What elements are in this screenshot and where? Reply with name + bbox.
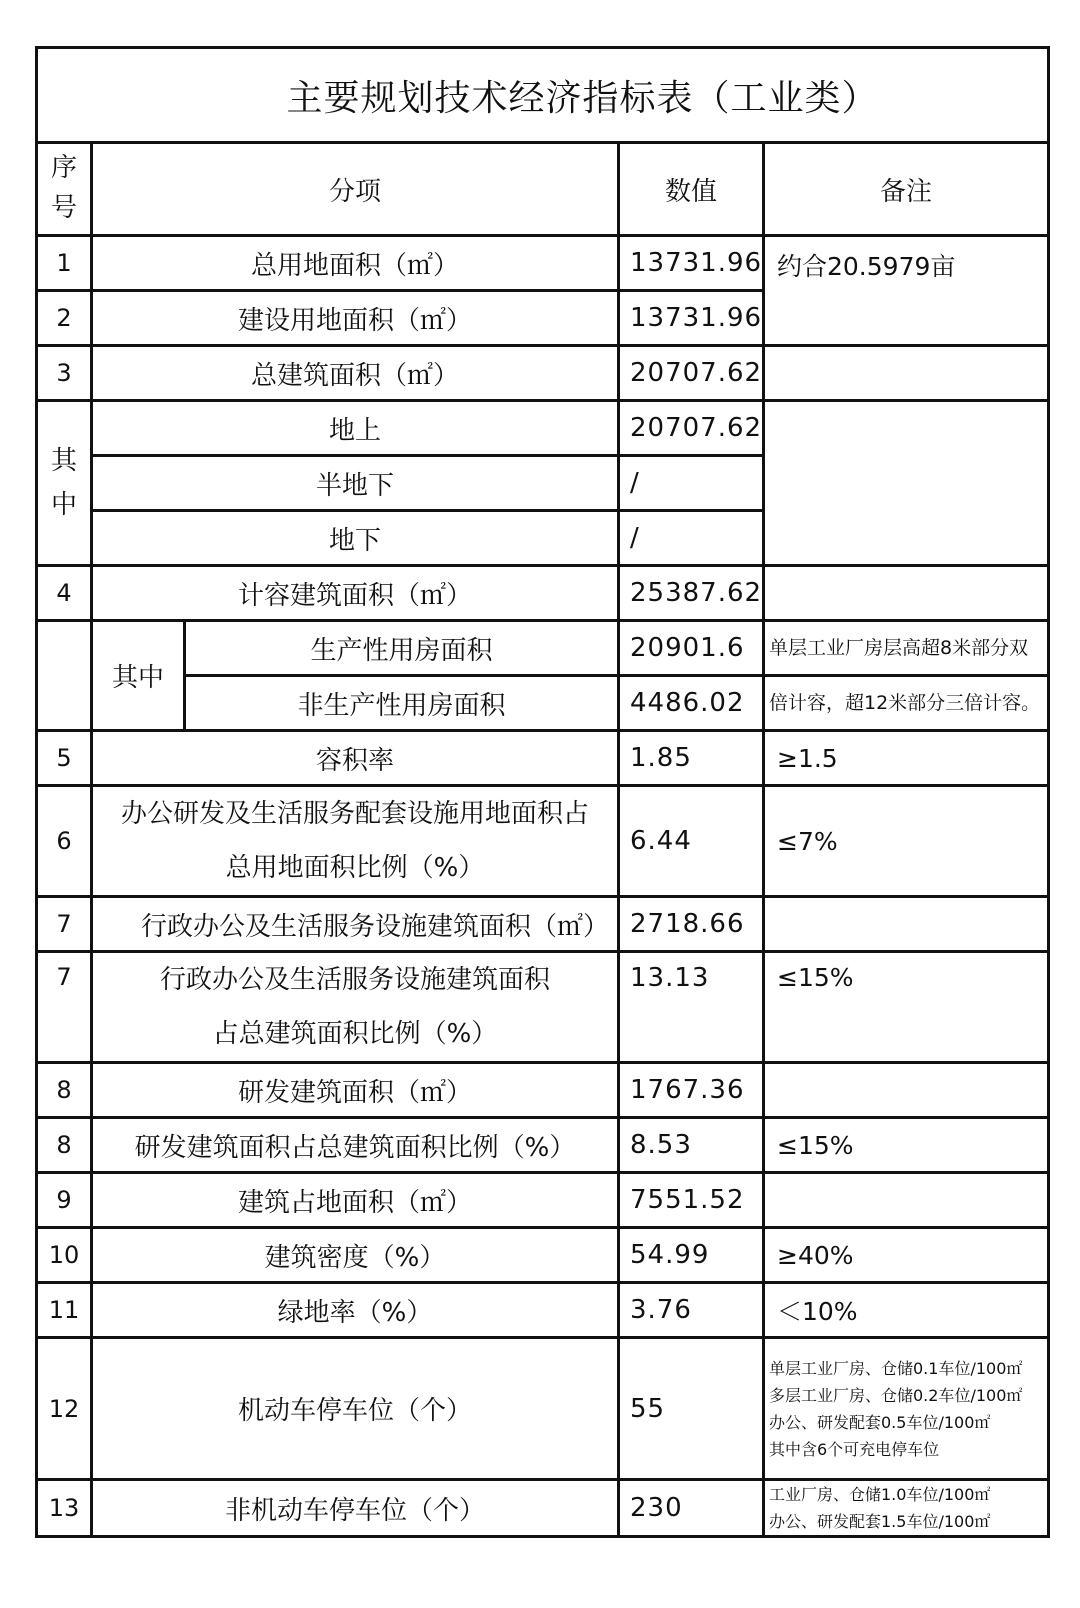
row-item: 建筑占地面积（㎡） [92, 1173, 619, 1228]
row-value: / [619, 456, 764, 511]
row-seq: 2 [37, 291, 92, 346]
qizhong-label: 其中 [92, 621, 185, 731]
row-value: 13731.96 [619, 291, 764, 346]
row-note-empty [764, 897, 1049, 952]
row-note: 约合20.5979亩 [764, 236, 1049, 346]
row-value: 8.53 [619, 1118, 764, 1173]
row-item: 研发建筑面积（㎡） [92, 1063, 619, 1118]
row-value: 20707.62 [619, 401, 764, 456]
row-seq: 8 [37, 1118, 92, 1173]
table-title-text: 主要规划技术经济指标表（工业类） [286, 77, 879, 119]
table-row [37, 952, 1049, 1063]
row-seq: 1 [37, 236, 92, 291]
row-note-line: 办公、研发配套0.5车位/100㎡ [769, 1412, 991, 1432]
table-row [37, 1118, 1049, 1173]
table-row [37, 566, 1049, 621]
table-row [37, 236, 1049, 291]
row-item: 非生产性用房面积 [185, 676, 619, 731]
row-item: 容积率 [92, 731, 619, 786]
table-row [37, 1173, 1049, 1228]
row-item: 计容建筑面积（㎡） [92, 566, 619, 621]
row-item: 总用地面积（㎡） [92, 236, 619, 291]
qizhong-label: 其中 [37, 401, 92, 566]
row-note-empty [764, 1063, 1049, 1118]
header-value: 数值 [619, 143, 764, 236]
row-note-line: 工业厂房、仓储1.0车位/100㎡ [769, 1485, 991, 1504]
table-row [37, 676, 1049, 731]
row-note-empty [764, 346, 1049, 401]
row-seq: 8 [37, 1063, 92, 1118]
row-value: 2718.66 [619, 897, 764, 952]
table-row [37, 401, 1049, 456]
table-row [37, 1283, 1049, 1338]
row-note-empty [764, 566, 1049, 621]
row-value: 3.76 [619, 1283, 764, 1338]
row-note: ＜10% [764, 1283, 1049, 1338]
row-note [764, 1338, 1049, 1480]
row-value: 1767.36 [619, 1063, 764, 1118]
table-row [37, 1228, 1049, 1283]
row-note: ≤15% [764, 1118, 1049, 1173]
row-value: 25387.62 [619, 566, 764, 621]
table-title [37, 48, 1049, 143]
row-item: 总建筑面积（㎡） [92, 346, 619, 401]
row-item-line: 占总建筑面积比例（%） [212, 1019, 498, 1049]
row-item-line: 总用地面积比例（%） [225, 853, 485, 883]
row-value: 7551.52 [619, 1173, 764, 1228]
row-item: 地上 [92, 401, 619, 456]
row-item-line: 行政办公及生活服务设施建筑面积 [159, 965, 550, 995]
row-note: 单层工业厂房层高超8米部分双 [764, 621, 1049, 676]
row-note: ≤7% [764, 786, 1049, 897]
row-seq: 13 [37, 1480, 92, 1537]
row-seq: 7 [37, 952, 92, 1063]
header-note: 备注 [764, 143, 1049, 236]
indicator-sheet [35, 46, 1047, 1538]
row-item: 半地下 [92, 456, 619, 511]
row-note-empty [764, 401, 1049, 566]
row-item: 研发建筑面积占总建筑面积比例（%） [92, 1118, 619, 1173]
row-seq: 5 [37, 731, 92, 786]
row-item-line: 办公研发及生活服务配套设施用地面积占 [120, 799, 589, 829]
row-note-line: 多层工业厂房、仓储0.2车位/100㎡ [769, 1385, 1023, 1405]
row-item: 地下 [92, 511, 619, 566]
row-seq: 10 [37, 1228, 92, 1283]
row-value: 54.99 [619, 1228, 764, 1283]
table-row [37, 346, 1049, 401]
row-value: 13.13 [619, 952, 764, 1063]
row-note: ≥40% [764, 1228, 1049, 1283]
row-item: 绿地率（%） [92, 1283, 619, 1338]
row-note-empty [764, 1173, 1049, 1228]
row-value: 20707.62 [619, 346, 764, 401]
row-note: ≤15% [764, 952, 1049, 1063]
row-note [764, 1480, 1049, 1537]
table-row [37, 731, 1049, 786]
row-value: 1.85 [619, 731, 764, 786]
row-item: 非机动车停车位（个） [92, 1480, 619, 1537]
row-value: 4486.02 [619, 676, 764, 731]
row-seq: 7 [37, 897, 92, 952]
row-value: / [619, 511, 764, 566]
table-row [37, 1338, 1049, 1480]
row-seq-empty [37, 621, 92, 731]
row-value: 55 [619, 1338, 764, 1480]
row-value: 6.44 [619, 786, 764, 897]
indicator-table [35, 46, 1050, 1538]
row-note-line: 办公、研发配套1.5车位/100㎡ [769, 1512, 991, 1531]
row-value: 20901.6 [619, 621, 764, 676]
table-row [37, 1063, 1049, 1118]
row-item: 行政办公及生活服务设施建筑面积（㎡） [92, 897, 619, 952]
header-seq: 序号 [37, 143, 92, 236]
row-seq: 11 [37, 1283, 92, 1338]
row-value: 13731.96 [619, 236, 764, 291]
header-item: 分项 [92, 143, 619, 236]
table-row [37, 786, 1049, 897]
row-item: 机动车停车位（个） [92, 1338, 619, 1480]
row-seq: 3 [37, 346, 92, 401]
row-note: 倍计容，超12米部分三倍计容。 [764, 676, 1049, 731]
row-note-line: 其中含6个可充电停车位 [769, 1439, 940, 1459]
table-row [37, 621, 1049, 676]
row-item: 建设用地面积（㎡） [92, 291, 619, 346]
row-seq: 6 [37, 786, 92, 897]
row-seq: 9 [37, 1173, 92, 1228]
row-note: ≥1.5 [764, 731, 1049, 786]
row-item [92, 952, 619, 1063]
row-seq: 12 [37, 1338, 92, 1480]
table-row [37, 897, 1049, 952]
row-seq: 4 [37, 566, 92, 621]
row-item: 生产性用房面积 [185, 621, 619, 676]
row-item [92, 786, 619, 897]
row-value: 230 [619, 1480, 764, 1537]
row-item: 建筑密度（%） [92, 1228, 619, 1283]
table-row [37, 1480, 1049, 1537]
row-note-line: 单层工业厂房、仓储0.1车位/100㎡ [769, 1358, 1023, 1378]
title-row [37, 48, 1049, 143]
header-row [37, 143, 1049, 236]
